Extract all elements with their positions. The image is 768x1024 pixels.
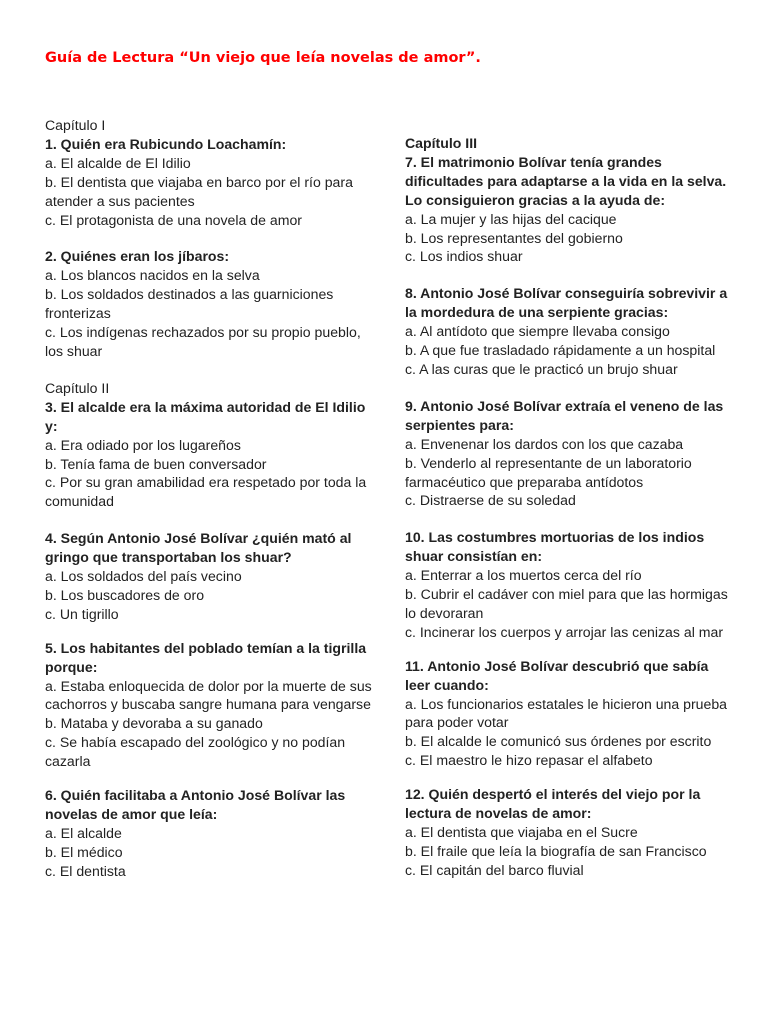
question-9 xyxy=(405,397,735,510)
right-column xyxy=(405,134,735,880)
question-text: 10. Las costumbres mortuorias de los indios shuar consistían en: xyxy=(405,529,705,565)
question-12 xyxy=(405,785,735,880)
option-c: c. El protagonista de una novela de amor xyxy=(45,211,302,228)
option-b: b. Mataba y devoraba a su ganado xyxy=(45,715,263,732)
question-text: 11. Antonio José Bolívar descubrió que sabía leer cuando: xyxy=(405,657,709,693)
option-c: c. Los indígenas rechazados por su propio pueblo, los shuar xyxy=(45,324,361,359)
question-5 xyxy=(45,639,375,771)
option-c: c. El dentista xyxy=(45,862,126,879)
question-text: 7. El matrimonio Bolívar tenía grandes dificultades para adaptarse a la vida en la selva. Lo consiguieron gracias a la ayuda de: xyxy=(405,153,727,208)
question-text: 8. Antonio José Bolívar conseguiría sobrevivir a la mordedura de una serpiente gracias: xyxy=(405,285,728,321)
question-11 xyxy=(405,657,735,770)
question-1 xyxy=(45,135,375,230)
option-b: b. El dentista que viajaba en barco por el río para atender a sus pacientes xyxy=(45,173,353,209)
option-b: b. Cubrir el cadáver con miel para que las hormigas lo devoraran xyxy=(405,586,728,621)
option-b: b. A que fue trasladado rápidamente a un hospital xyxy=(405,342,716,359)
option-c: c. Incinerar los cuerpos y arrojar las cenizas al mar xyxy=(405,623,724,640)
option-a: a. Los funcionarios estatales le hicieron una prueba para poder votar xyxy=(405,695,728,731)
option-b: b. Los buscadores de oro xyxy=(45,586,205,603)
question-7 xyxy=(405,153,735,266)
question-text: 1. Quién era Rubicundo Loachamín: xyxy=(45,135,287,152)
option-a: a. El alcalde xyxy=(45,824,122,841)
option-c: c. Un tigrillo xyxy=(45,605,119,622)
option-b: b. El fraile que leía la biografía de san Francisco xyxy=(405,842,707,859)
option-a: a. Enterrar a los muertos cerca del río xyxy=(405,567,642,584)
question-2 xyxy=(45,247,375,360)
option-c: c. Se había escapado del zoológico y no podían cazarla xyxy=(45,734,346,770)
page-title: Guía de Lectura “Un viejo que leía novelas de amor”. xyxy=(45,50,481,66)
option-a: a. Era odiado por los lugareños xyxy=(45,436,241,453)
chapter-heading: Capítulo I xyxy=(45,117,106,133)
option-b: b. Los soldados destinados a las guarniciones fronterizas xyxy=(45,286,334,322)
option-c: c. El capitán del barco fluvial xyxy=(405,861,584,878)
option-c: c. El maestro le hizo repasar el alfabeto xyxy=(405,752,653,769)
chapter-heading: Capítulo II xyxy=(45,379,110,396)
question-4 xyxy=(45,529,375,624)
option-a: a. Los soldados del país vecino xyxy=(45,568,242,585)
question-text: 12. Quién despertó el interés del viejo por la lectura de novelas de amor: xyxy=(405,786,701,822)
chapter-heading: Capítulo III xyxy=(405,135,478,151)
question-text: 4. Según Antonio José Bolívar ¿quién mató al gringo que transportaban los shuar? xyxy=(45,530,352,566)
option-a: a. Los blancos nacidos en la selva xyxy=(45,267,260,284)
option-c: c. Los indios shuar xyxy=(405,248,523,265)
question-text: 9. Antonio José Bolívar extraía el veneno de las serpientes para: xyxy=(405,397,724,433)
option-b: b. El alcalde le comunicó sus órdenes por escrito xyxy=(405,733,712,750)
question-3 xyxy=(45,398,375,511)
question-6 xyxy=(45,786,375,881)
option-a: a. Envenenar los dardos con los que cazaba xyxy=(405,435,684,452)
question-text: 5. Los habitantes del poblado temían a la tigrilla porque: xyxy=(45,639,367,675)
question-8 xyxy=(405,284,735,379)
option-b: b. Venderlo al representante de un laboratorio farmacéutico que preparaba antídotos xyxy=(405,454,692,490)
option-a: a. El alcalde de El Idilio xyxy=(45,154,191,171)
left-column xyxy=(45,116,375,881)
option-c: c. Por su gran amabilidad era respetado por toda la comunidad xyxy=(45,474,367,510)
option-c: c. A las curas que le practicó un brujo shuar xyxy=(405,360,678,377)
question-text: 3. El alcalde era la máxima autoridad de El Idilio y: xyxy=(45,398,366,434)
question-text: 6. Quién facilitaba a Antonio José Bolívar las novelas de amor que leía: xyxy=(45,787,346,822)
option-c: c. Distraerse de su soledad xyxy=(405,492,576,509)
option-b: b. Los representantes del gobierno xyxy=(405,229,623,246)
option-a: a. Estaba enloquecida de dolor por la muerte de sus cachorros y buscaba sangre humana para vengarse xyxy=(45,677,372,713)
option-a: a. La mujer y las hijas del cacique xyxy=(405,210,617,227)
option-b: b. Tenía fama de buen conversador xyxy=(45,455,267,472)
question-10 xyxy=(405,528,735,641)
question-text: 2. Quiénes eran los jíbaros: xyxy=(45,248,230,265)
option-b: b. El médico xyxy=(45,843,123,860)
option-a: a. El dentista que viajaba en el Sucre xyxy=(405,824,638,840)
option-a: a. Al antídoto que siempre llevaba consigo xyxy=(405,323,670,340)
